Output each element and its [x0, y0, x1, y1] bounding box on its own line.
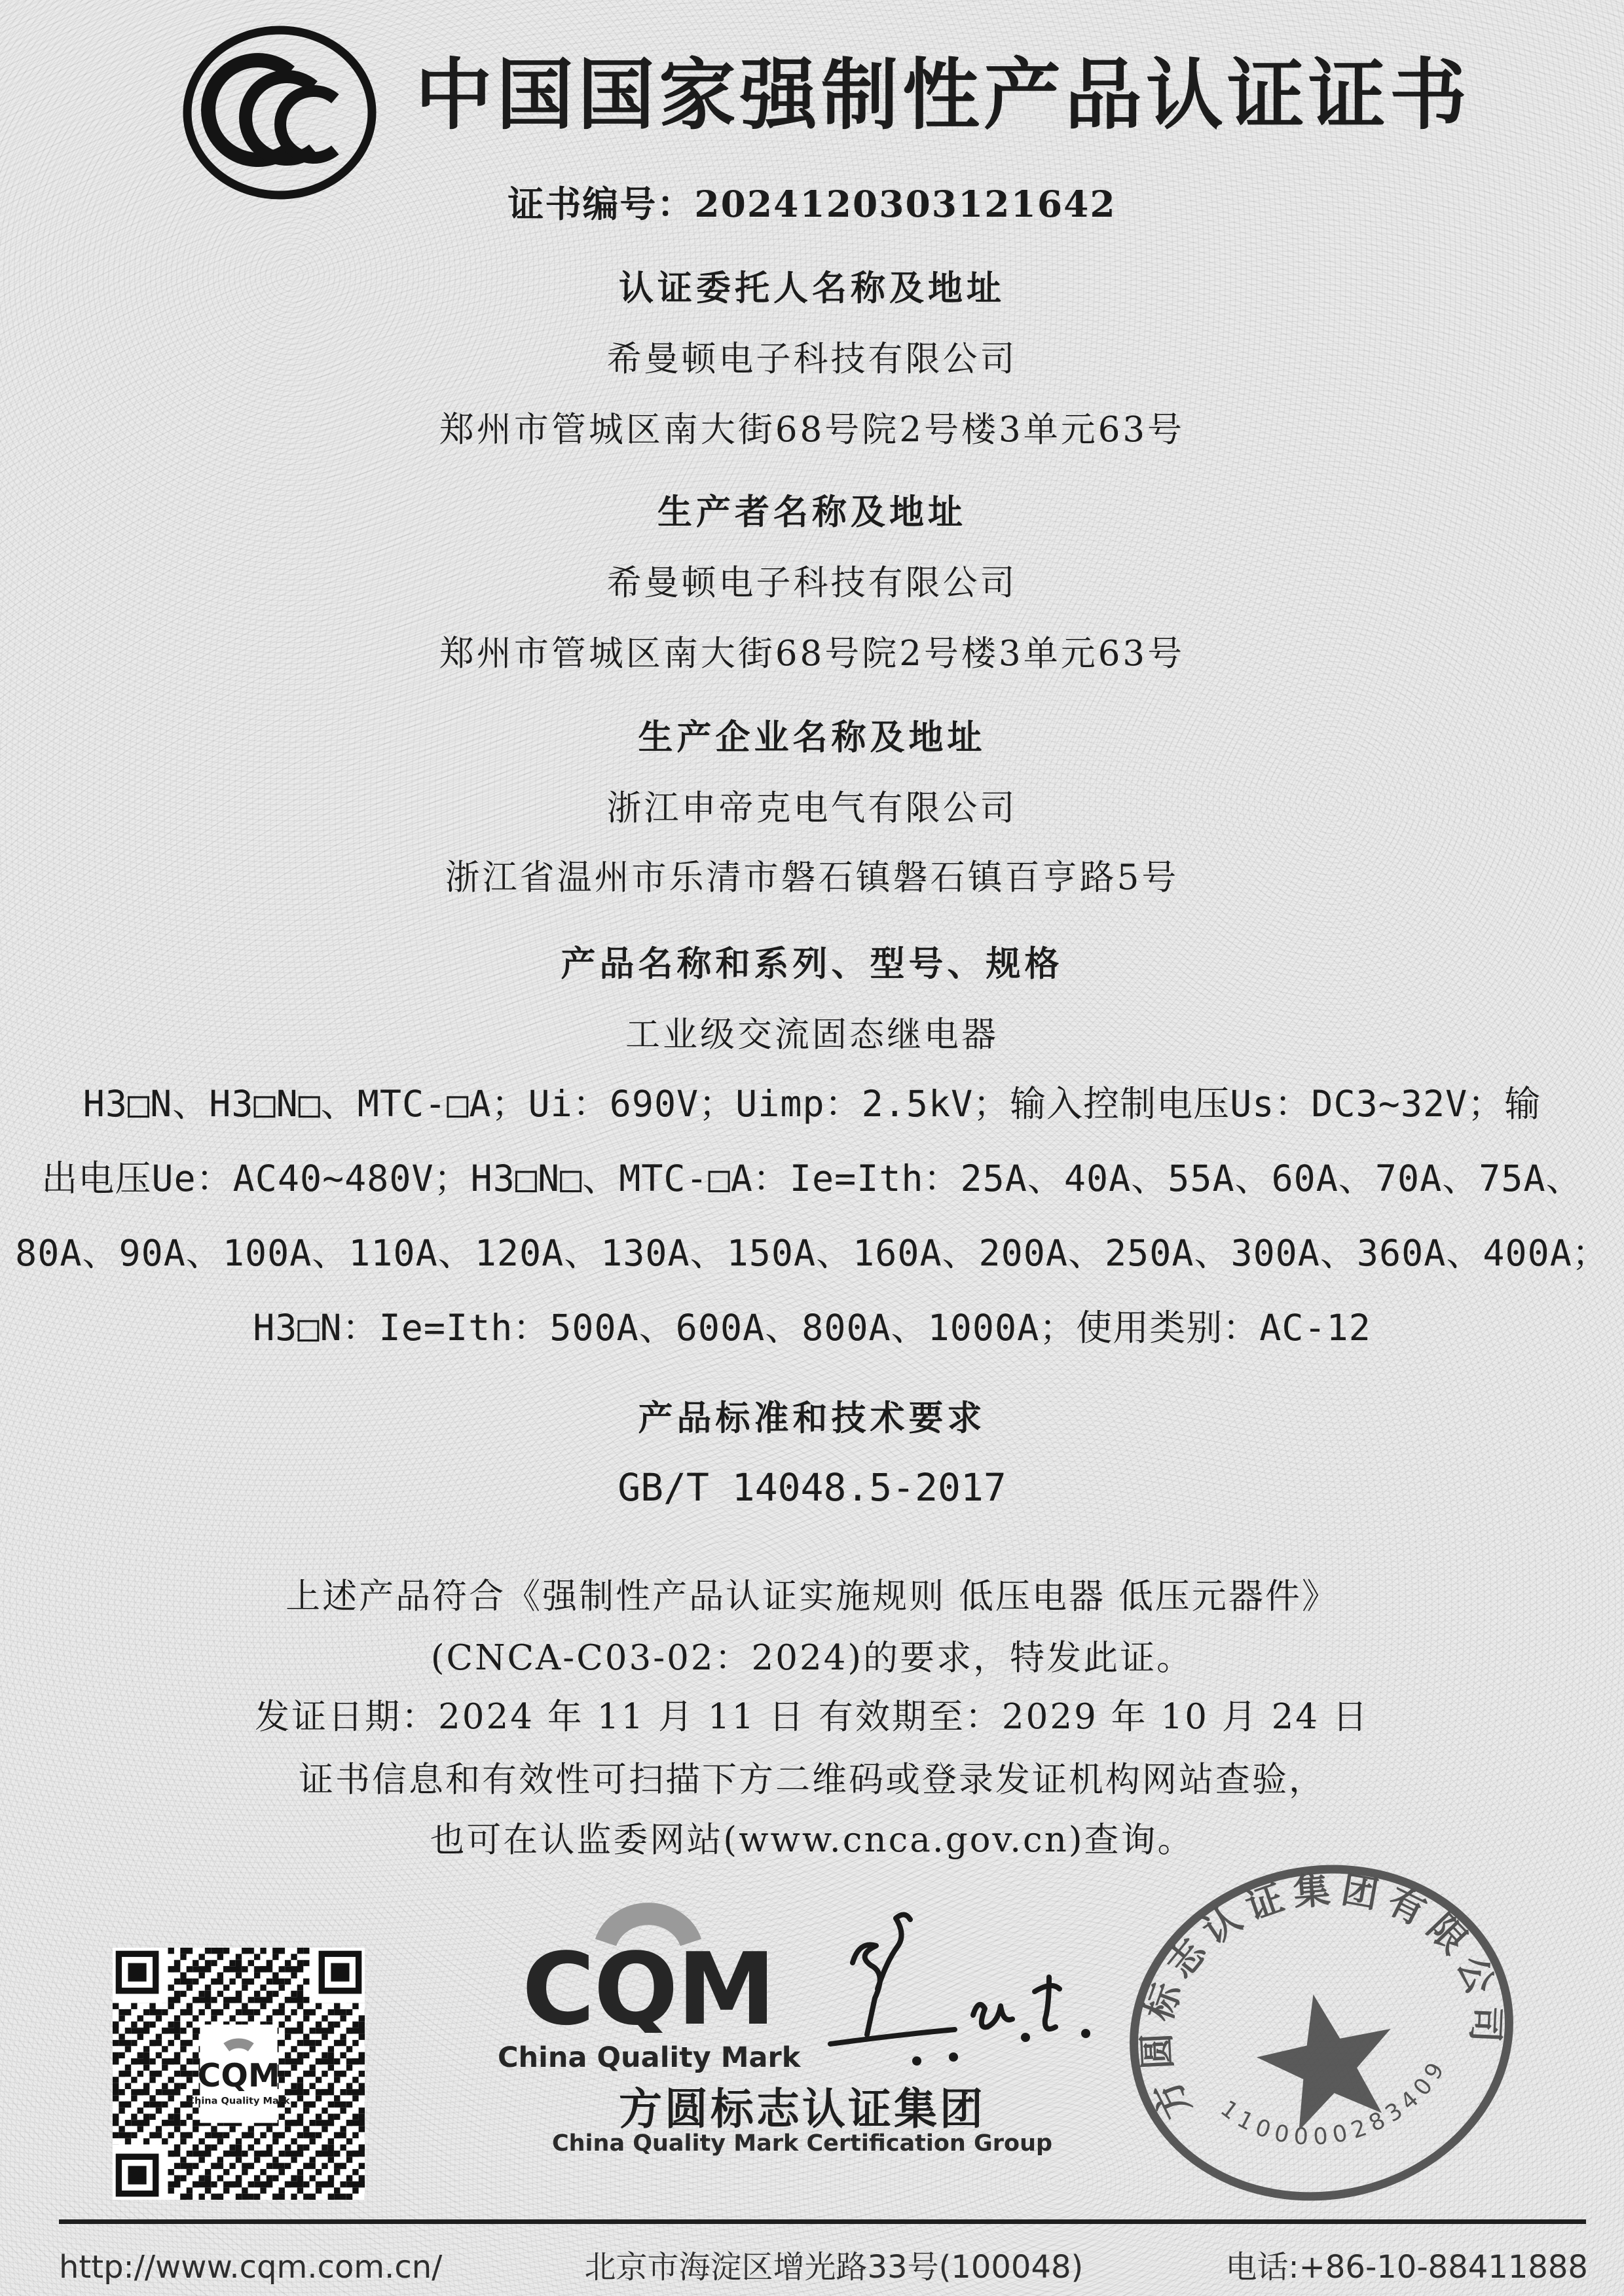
standard-heading: 产品标准和技术要求 [638, 1398, 986, 1438]
statement-line2: (CNCA-C03-02：2024)的要求，特发此证。 [430, 1638, 1194, 1678]
issue-expiry-dates: 发证日期：2024 年 11 月 11 日 有效期至：2029 年 10 月 24 日 [255, 1697, 1369, 1737]
footer-phone: 电话:+86-10-88411888 [1225, 2249, 1588, 2286]
certification-group-name-cn: 方圆标志认证集团 [619, 2084, 986, 2134]
factory-name: 浙江申帝克电气有限公司 [606, 788, 1018, 828]
seal-ring-text: 方圆标志认证集团有限公司 [1134, 1867, 1508, 2126]
cqm-logo-icon [498, 1902, 799, 2033]
qr-code-icon [113, 1948, 365, 2200]
product-spec-line: 出电压Ue：AC40~480V；H3□N□、MTC-□A：Ie=Ith：25A、40A、55A、60A、70A、75A、 [41, 1157, 1583, 1199]
qr-logo-text: CQM [197, 2057, 280, 2095]
qr-center-logo [187, 2024, 290, 2123]
certificate-number: 证书编号：2024120303121642 [507, 183, 1116, 225]
certificate-title: 中国国家强制性产品认证证书 [415, 49, 1471, 140]
producer-heading: 生产者名称及地址 [657, 492, 967, 532]
product-name: 工业级交流固态继电器 [625, 1015, 999, 1055]
qr-logo-subtext: China Quality Mark [187, 2095, 290, 2107]
footer-address: 北京市海淀区增光路33号(100048) [584, 2249, 1084, 2286]
seal-number: 1100000283409 [1215, 2053, 1452, 2151]
signature-icon [819, 1892, 1094, 2075]
certification-group-name-en: China Quality Mark Certification Group [551, 2130, 1053, 2157]
cqm-tagline: China Quality Mark [498, 2041, 801, 2074]
verification-note-line2: 也可在认监委网站(www.cnca.gov.cn)查询。 [430, 1820, 1194, 1860]
applicant-address: 郑州市管城区南大街68号院2号楼3单元63号 [439, 410, 1185, 450]
statement-line1: 上述产品符合《强制性产品认证实施规则 低压电器 低压元器件》 [286, 1576, 1338, 1616]
producer-name: 希曼顿电子科技有限公司 [606, 563, 1018, 603]
factory-address: 浙江省温州市乐清市磐石镇磐石镇百亨路5号 [445, 858, 1179, 898]
product-spec-line: H3□N：Ie=Ith：500A、600A、800A、1000A；使用类别：AC-12 [253, 1307, 1371, 1349]
product-spec-line: H3□N、H3□N□、MTC-□A；Ui：690V；Uimp：2.5kV；输入控制电压Us：DC3~32V；输 [83, 1083, 1541, 1125]
verification-note-line1: 证书信息和有效性可扫描下方二维码或登录发证机构网站查验， [299, 1760, 1325, 1800]
cqm-logo-text: CQM [521, 1931, 775, 2033]
factory-heading: 生产企业名称及地址 [638, 717, 986, 757]
standard-value: GB/T 14048.5-2017 [618, 1465, 1006, 1510]
company-seal-stamp-icon [1121, 1859, 1522, 2206]
product-heading: 产品名称和系列、型号、规格 [561, 943, 1063, 984]
footer-divider [59, 2219, 1586, 2224]
product-spec-line: 80A、90A、100A、110A、120A、130A、150A、160A、200A、250A、300A、360A、400A； [15, 1232, 1609, 1274]
footer-url: http://www.cqm.com.cn/ [59, 2249, 443, 2286]
producer-address: 郑州市管城区南大街68号院2号楼3单元63号 [439, 634, 1185, 674]
applicant-heading: 认证委托人名称及地址 [619, 268, 1005, 308]
ccc-logo-icon [180, 25, 380, 200]
applicant-name: 希曼顿电子科技有限公司 [606, 339, 1018, 379]
